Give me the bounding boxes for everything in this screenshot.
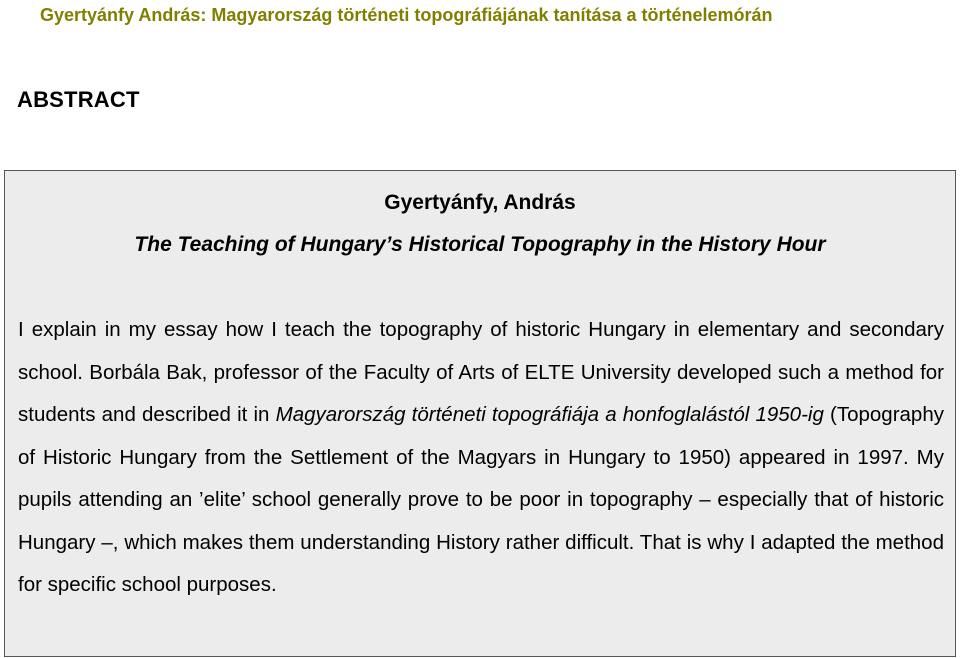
abstract-body: [18, 309, 944, 607]
running-header: Gyertyánfy András: Magyarország történeti topográfiájának tanítása a történelemórán: [40, 5, 773, 25]
author-name: Gyertyánfy, András: [384, 191, 576, 214]
book-title: Magyarország történeti topográfiája a honfoglalástól 1950-ig: [275, 403, 824, 426]
paper-title: The Teaching of Hungary’s Historical Topography in the History Hour: [134, 233, 826, 256]
section-title: ABSTRACT: [17, 87, 140, 112]
abstract-box: [4, 170, 956, 657]
abstract-text-part1: I explain in my essay how I teach the topography of historic Hungary in elementary and secondary school. Borbála Bak, professor of the Faculty of Arts of ELTE University developed such a method for students and described it in: [18, 318, 944, 426]
abstract-text-part2: (Topography of Historic Hungary from the Settlement of the Magyars in Hungary to 1950) appeared in 1997. My pupils attending an ’elite’ school generally prove to be poor in topography – especially that of historic Hungary –, which makes them understanding History rather difficult. That is why I adapted the method for specific school purposes.: [18, 403, 944, 596]
